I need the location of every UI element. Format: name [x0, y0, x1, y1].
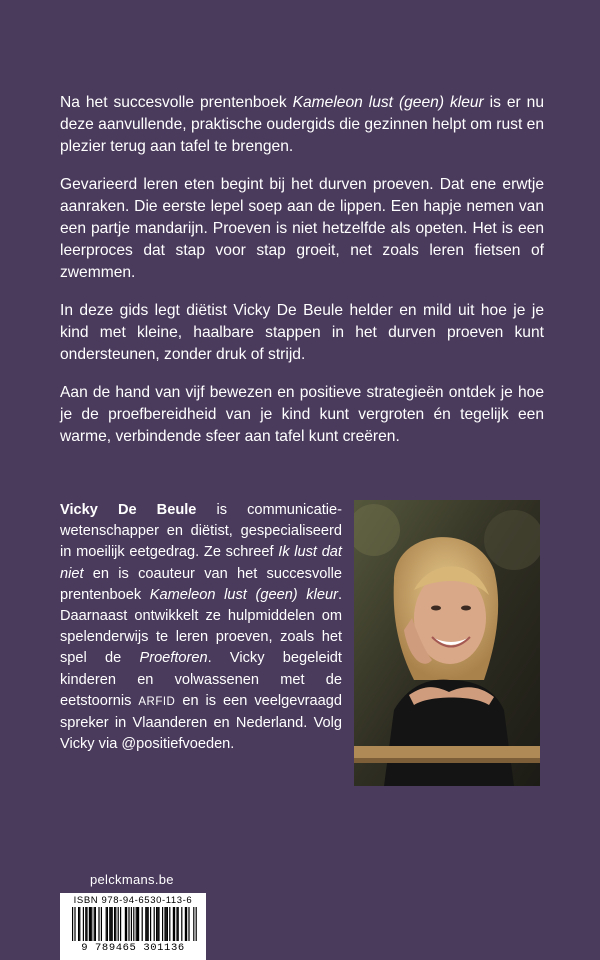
blurb-paragraph-1 — [60, 92, 544, 158]
barcode-bar — [128, 907, 129, 941]
barcode-bar — [101, 907, 102, 941]
book-title-kameleon: Kameleon lust (geen) kleur — [149, 586, 338, 603]
bio-text: is communicatiewetenschapper en diëtist, gespecialiseerd in moeilijk eetgedrag. Ze schreef — [60, 502, 342, 561]
barcode-bar — [133, 907, 134, 941]
barcode-bar — [186, 907, 187, 941]
barcode-bar — [120, 907, 121, 941]
barcode-bar — [164, 907, 165, 941]
barcode-bar — [72, 907, 73, 941]
barcode-bar — [90, 907, 91, 941]
barcode-bar — [166, 907, 167, 941]
barcode-bar — [110, 907, 111, 941]
barcode-bar — [74, 907, 75, 941]
barcode-bar — [98, 907, 99, 941]
barcode-bar — [157, 907, 158, 941]
barcode-bar — [148, 907, 149, 941]
barcode-bar — [193, 907, 194, 941]
barcode-bar — [173, 907, 174, 941]
author-bio — [60, 500, 342, 755]
isbn-barcode — [60, 893, 206, 960]
barcode-bar — [114, 907, 115, 941]
author-portrait-image — [354, 500, 540, 786]
blurb-paragraph-4: Aan de hand van vijf bewezen en positieve strategieën ontdek je hoe je de proefbereidheid van je kind kunt vergroten én tegelijk een warme, verbindende sfeer aan tafel kunt creëren. — [60, 384, 544, 445]
arfid-abbreviation: ARFID — [138, 695, 176, 708]
bio-text: en is coauteur van het succesvolle prentenboek — [60, 565, 342, 603]
barcode-bar — [185, 907, 186, 941]
isbn-digits: 9 789465 301136 — [81, 942, 185, 954]
barcode-bar — [158, 907, 159, 941]
barcode-bar — [146, 907, 147, 941]
bio-text: en is een veelgevraagd spreker in Vlaanderen en Nederland. Volg Vicky via @positiefvoeden. — [60, 692, 342, 753]
isbn-label: ISBN 978-94-6530-113-6 — [73, 895, 193, 906]
barcode-bar — [126, 907, 127, 941]
barcode-bar — [91, 907, 92, 941]
blurb-text: Na het succesvolle prentenboek — [60, 94, 293, 111]
barcode-bar — [167, 907, 168, 941]
barcode-bar — [86, 907, 87, 941]
barcode-bar — [196, 907, 197, 941]
barcode-bar — [89, 907, 90, 941]
barcode-bar — [106, 907, 107, 941]
barcode-bar — [178, 907, 179, 941]
barcode-bar — [181, 907, 182, 941]
barcode-bar — [118, 907, 119, 941]
barcode-bar — [138, 907, 139, 941]
author-photo — [354, 500, 540, 786]
game-title-proeftoren: Proeftoren — [139, 650, 208, 667]
book-title-ik-lust-dat-niet: Ik lust dat niet — [60, 544, 342, 582]
barcode-bar — [162, 907, 163, 941]
barcode-bar — [94, 907, 95, 941]
barcode-bar — [188, 907, 189, 941]
blurb-paragraph-2: Gevarieerd leren eten begint bij het durven proeven. Dat ene erwtje aanraken. Die eerste lepel soep aan de lippen. Een hapje nemen van een partje mandarijn. Proeven is niet hetzelfde als opeten. Het is een leerproces dat stap voor stap groeit, net zoals leren fietsen of zwemmen. — [60, 176, 544, 281]
barcode-bar — [125, 907, 126, 941]
barcode-bar — [156, 907, 157, 941]
publisher-website: pelckmans.be — [90, 872, 174, 887]
back-cover-blurb — [60, 92, 544, 464]
author-name: Vicky De Beule — [60, 502, 197, 518]
barcode-bar — [78, 907, 79, 941]
barcode-bar — [150, 907, 151, 941]
barcode-bar — [137, 907, 138, 941]
bio-text: . Vicky begeleidt kinderen en volwassenen met de eetstoornis — [60, 650, 342, 709]
blurb-text: is er nu deze aanvullende, praktische oudergids die gezinnen helpt om rust en plezier terug aan tafel te brengen. — [60, 94, 544, 155]
barcode-bar — [112, 907, 113, 941]
barcode-bar — [176, 907, 177, 941]
barcode-bar — [154, 907, 155, 941]
barcode-bar — [174, 907, 175, 941]
barcode-bar — [136, 907, 137, 941]
book-title-kameleon: Kameleon lust (geen) kleur — [292, 94, 484, 111]
barcode-bar — [142, 907, 143, 941]
barcode-bar — [107, 907, 108, 941]
barcode-bar — [79, 907, 80, 941]
barcode-bar — [95, 907, 96, 941]
bio-text: . Daarnaast ontwikkelt ze hulpmiddelen om spelenderwijs te leren proeven, zoals het spel de — [60, 586, 342, 667]
barcode-bar — [145, 907, 146, 941]
barcode-bar — [83, 907, 84, 941]
barcode-bar — [115, 907, 116, 941]
blurb-paragraph-3: In deze gids legt diëtist Vicky De Beule helder en mild uit hoe je je kind met kleine, haalbare stappen in het durven proeven kunt ondersteunen, zonder druk of strijd. — [60, 302, 544, 363]
barcode-bar — [109, 907, 110, 941]
barcode-bar — [85, 907, 86, 941]
barcode-bar — [169, 907, 170, 941]
barcode-bar — [131, 907, 132, 941]
